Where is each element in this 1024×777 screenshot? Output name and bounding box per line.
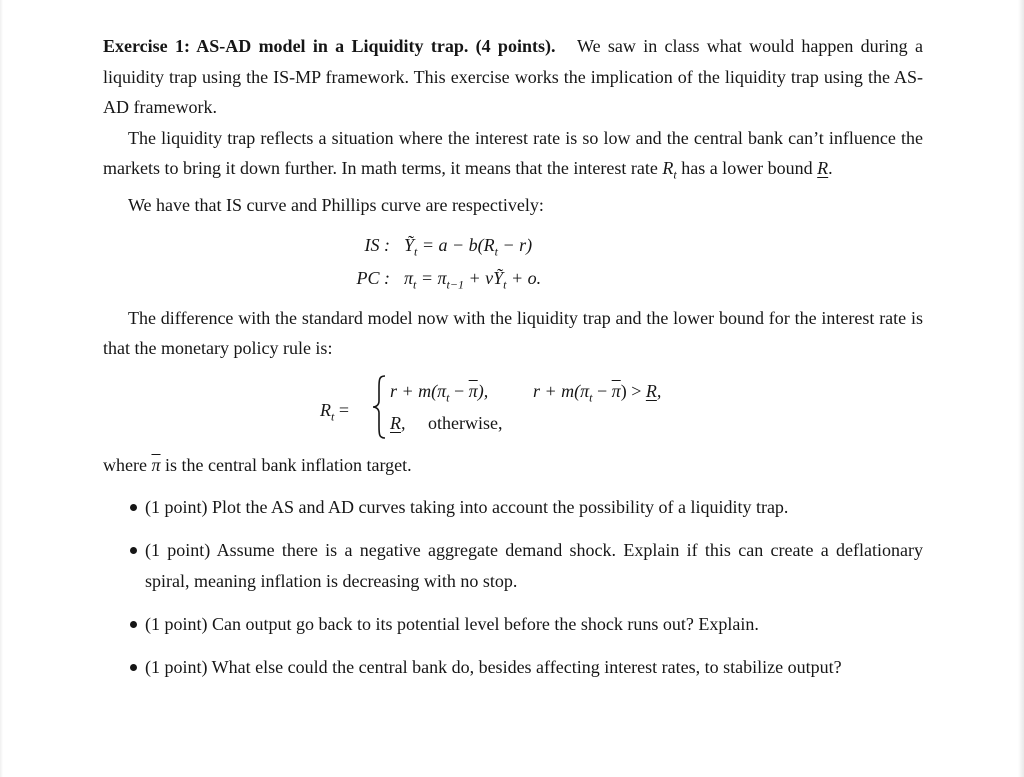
question-list xyxy=(103,492,923,682)
policy-case-2: R, xyxy=(390,412,406,433)
page-edge-left xyxy=(0,0,3,777)
is-label: IS : xyxy=(364,234,390,255)
inflation-target-symbol: $\overline{\pi}$ xyxy=(151,454,161,475)
exercise-intro-text: We saw in class what would happen during a liquidity trap using the IS-MP framework. This exercise works the implication of the liquidity trap using the AS-AD framework. xyxy=(103,36,923,117)
policy-case-1: $r + m(\pi_t - \overline{\pi})$, xyxy=(390,380,489,405)
interest-rate-symbol: $R_t$ xyxy=(662,158,677,182)
curves-intro-paragraph: We have that IS curve and Phillips curve are respectively: xyxy=(128,195,544,216)
para2-period: . xyxy=(828,158,833,178)
pc-equation: PC : $\pi_t = \pi_{t-1}$ + νỸ$_t$ + o. xyxy=(342,263,541,300)
bullet-icon xyxy=(130,664,137,671)
question-item-4: (1 point) What else could the central bank do, besides affecting interest rates, to stabilize output? xyxy=(103,652,923,683)
question-item-3: (1 point) Can output go back to its potential level before the shock runs out? Explain. xyxy=(103,609,923,640)
exercise-intro-paragraph xyxy=(103,31,923,123)
lower-bound-symbol: R xyxy=(817,158,829,178)
pc-label: PC : xyxy=(356,267,390,288)
bullet-icon xyxy=(130,504,137,511)
monetary-policy-rule xyxy=(103,374,923,446)
left-brace-icon xyxy=(371,374,387,440)
liquidity-trap-paragraph xyxy=(103,123,923,191)
is-equation: IS : Ỹ$_t$ = $a - b(R_t - r)$ xyxy=(342,230,532,267)
bullet-icon xyxy=(130,621,137,628)
question-item-1: (1 point) Plot the AS and AD curves taking into account the possibility of a liquidity trap. xyxy=(103,492,923,523)
exercise-heading: Exercise 1: AS-AD model in a Liquidity trap. (4 points). xyxy=(103,36,556,56)
policy-rule-intro-paragraph: The difference with the standard model now with the liquidity trap and the lower bound for the interest rate is that the monetary policy rule is: xyxy=(103,307,923,359)
para2-text-b: has a lower bound xyxy=(676,158,818,178)
question-item-2: (1 point) Assume there is a negative aggregate demand shock. Explain if this can create a deflationary spiral, meaning inflation is decreasing with no stop. xyxy=(103,535,923,596)
inflation-target-paragraph: where $\overline{\pi}$ is the central bank inflation target. xyxy=(103,454,412,475)
policy-case-1-condition: $r + m(\pi_t - \overline{\pi}) > R$, xyxy=(533,380,662,405)
is-pc-equations xyxy=(103,225,923,295)
policy-rule-lhs: $R_t$ = xyxy=(320,399,349,424)
exercise-page xyxy=(103,31,923,695)
bullet-icon xyxy=(130,547,137,554)
page-edge-right xyxy=(1018,0,1024,777)
policy-case-2-condition: otherwise, xyxy=(428,412,503,433)
para2-text-a: The liquidity trap reflects a situation where the interest rate is so low and the central bank can’t influence the markets to bring it down further. In math terms, it means that the interest rate xyxy=(103,127,923,178)
